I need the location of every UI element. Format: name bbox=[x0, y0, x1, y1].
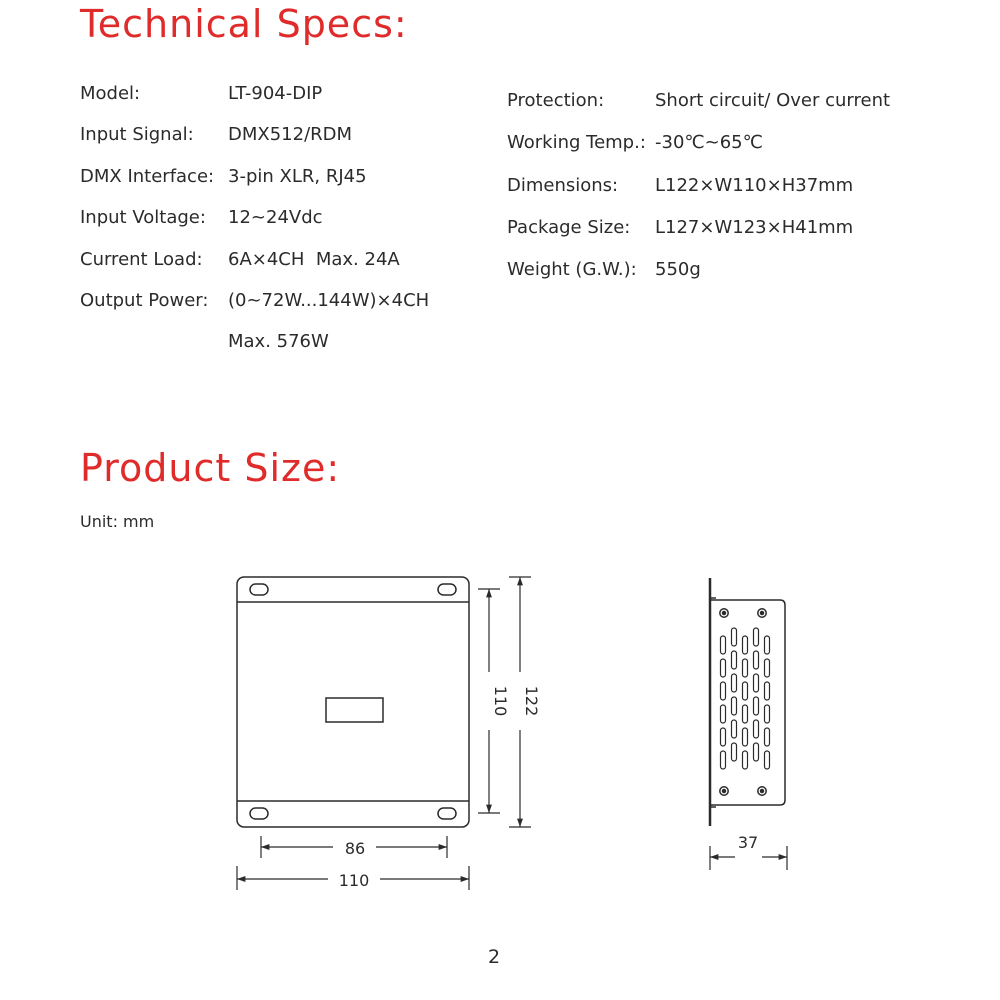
vent-slot bbox=[765, 659, 770, 677]
dimension-label-outer-width: 110 bbox=[338, 871, 370, 890]
spec-value-current-load: 6A×4CH Max. 24A bbox=[228, 249, 400, 270]
spec-value-package-size: L127×W123×H41mm bbox=[655, 217, 854, 238]
spec-value-dmx-interface: 3-pin XLR, RJ45 bbox=[228, 166, 367, 187]
spec-label-working-temp: Working Temp.: bbox=[507, 132, 646, 153]
vent-slot bbox=[754, 628, 759, 646]
vent-slot bbox=[732, 743, 737, 761]
vent-slot bbox=[732, 651, 737, 669]
vent-slot bbox=[743, 751, 748, 769]
vent-slot bbox=[732, 697, 737, 715]
spec-label-input-voltage: Input Voltage: bbox=[80, 207, 206, 228]
product-size-heading: Product Size: bbox=[80, 446, 341, 490]
spec-label-package-size: Package Size: bbox=[507, 217, 631, 238]
spec-value-weight: 550g bbox=[655, 259, 701, 280]
vent-slot bbox=[743, 705, 748, 723]
vent-slot bbox=[732, 720, 737, 738]
vent-slot bbox=[721, 728, 726, 746]
spec-value-output-power-max: Max. 576W bbox=[228, 331, 329, 352]
ventilation-slots bbox=[721, 628, 770, 769]
spec-value-input-signal: DMX512/RDM bbox=[228, 124, 353, 145]
vent-slot bbox=[743, 659, 748, 677]
spec-value-model: LT-904-DIP bbox=[228, 83, 323, 104]
vent-slot bbox=[754, 674, 759, 692]
vent-slot bbox=[721, 659, 726, 677]
spec-value-input-voltage: 12~24Vdc bbox=[228, 207, 323, 228]
vent-slot bbox=[765, 636, 770, 654]
front-view-diagram bbox=[237, 577, 469, 827]
technical-specs-heading: Technical Specs: bbox=[80, 2, 408, 46]
vent-slot bbox=[754, 743, 759, 761]
spec-label-dmx-interface: DMX Interface: bbox=[80, 166, 215, 187]
vent-slot bbox=[754, 697, 759, 715]
front-view-dimensions bbox=[237, 577, 531, 890]
vent-slot bbox=[754, 651, 759, 669]
screw-center bbox=[761, 612, 764, 615]
spec-value-dimensions: L122×W110×H37mm bbox=[655, 175, 854, 196]
spec-value-protection: Short circuit/ Over current bbox=[655, 90, 891, 111]
dimension-label-inner-height: 110 bbox=[491, 685, 510, 717]
vent-slot bbox=[743, 682, 748, 700]
mount-slot-icon bbox=[250, 584, 268, 595]
spec-value-working-temp: -30℃~65℃ bbox=[655, 132, 763, 153]
vent-slot bbox=[765, 682, 770, 700]
screw-center bbox=[723, 790, 726, 793]
vent-slot bbox=[765, 705, 770, 723]
side-view-diagram bbox=[710, 578, 785, 826]
vent-slot bbox=[743, 728, 748, 746]
vent-slot bbox=[721, 682, 726, 700]
vent-slot bbox=[754, 720, 759, 738]
vent-slot bbox=[721, 705, 726, 723]
unit-label: Unit: mm bbox=[80, 512, 155, 531]
spec-label-output-power: Output Power: bbox=[80, 290, 209, 311]
spec-value-output-power: (0~72W...144W)×4CH bbox=[228, 290, 430, 311]
vent-slot bbox=[765, 728, 770, 746]
spec-label-model: Model: bbox=[80, 83, 141, 104]
page-number: 2 bbox=[488, 946, 501, 968]
vent-slot bbox=[732, 628, 737, 646]
vent-slot bbox=[743, 636, 748, 654]
spec-label-weight: Weight (G.W.): bbox=[507, 259, 637, 280]
spec-label-current-load: Current Load: bbox=[80, 249, 203, 270]
device-body-outline bbox=[237, 577, 469, 827]
side-body-outline bbox=[710, 600, 785, 805]
vent-slot bbox=[721, 636, 726, 654]
dimension-label-outer-height: 122 bbox=[522, 685, 541, 717]
mount-slot-icon bbox=[438, 584, 456, 595]
spec-label-protection: Protection: bbox=[507, 90, 605, 111]
dimension-label-depth: 37 bbox=[737, 833, 759, 852]
spec-label-input-signal: Input Signal: bbox=[80, 124, 194, 145]
mount-slot-icon bbox=[250, 808, 268, 819]
display-window bbox=[326, 698, 383, 722]
vent-slot bbox=[765, 751, 770, 769]
screw-center bbox=[761, 790, 764, 793]
vent-slot bbox=[732, 674, 737, 692]
spec-label-dimensions: Dimensions: bbox=[507, 175, 619, 196]
dimension-label-inner-width: 86 bbox=[344, 839, 366, 858]
screw-center bbox=[723, 612, 726, 615]
mount-slot-icon bbox=[438, 808, 456, 819]
vent-slot bbox=[721, 751, 726, 769]
